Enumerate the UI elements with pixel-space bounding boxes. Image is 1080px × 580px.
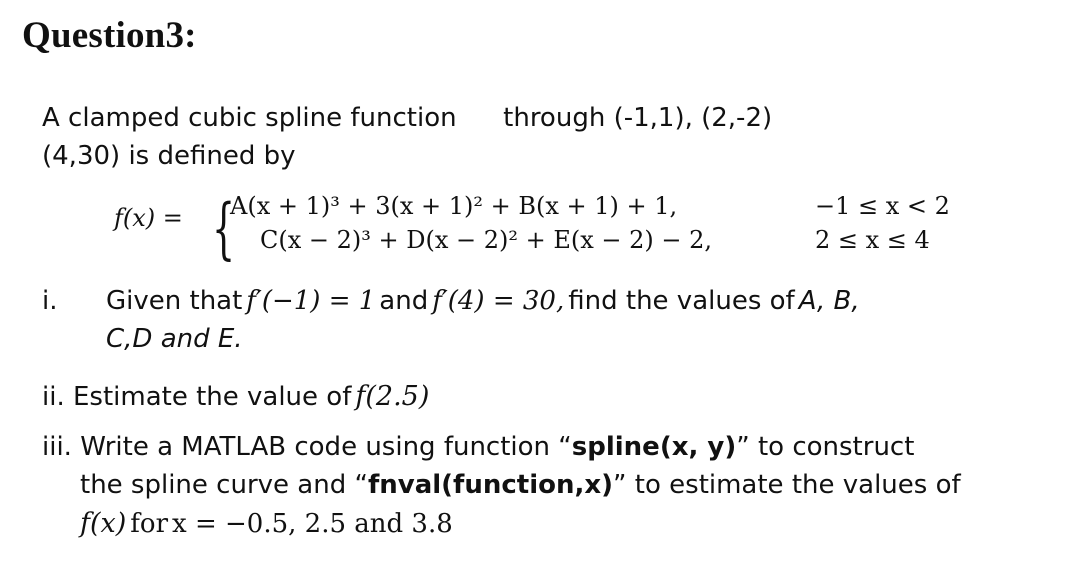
intro-text-a: A clamped cubic spline function — [42, 103, 457, 133]
part-iii-fnval-code: fnval(function,x) — [367, 470, 614, 500]
piecewise-row2-expression: C(x − 2)³ + D(x − 2)² + E(x − 2) − 2, — [260, 226, 713, 254]
part-iii-text-a: iii. Write a MATLAB code using function “ — [42, 432, 572, 462]
part-ii — [42, 381, 429, 412]
part-i-line-1 — [106, 286, 860, 316]
piecewise-brace: { — [212, 190, 236, 267]
question-title: Question3: — [22, 15, 197, 56]
intro-line-1 — [42, 103, 772, 133]
part-iii-for: for — [130, 509, 169, 539]
part-iii-text-d: ” to estimate the values of — [613, 470, 961, 500]
part-i-condition-1: f′(−1) = 1 — [246, 286, 376, 316]
intro-line-2: (4,30) is defined by — [42, 141, 296, 171]
part-i-text-c: find the values of — [568, 286, 795, 316]
part-i-label: i. — [42, 286, 58, 316]
part-i-text-b: and — [379, 286, 429, 316]
part-iii-line-3 — [80, 508, 453, 539]
piecewise-row1-condition: −1 ≤ x < 2 — [815, 192, 950, 220]
piecewise-row2-condition: 2 ≤ x ≤ 4 — [815, 226, 930, 254]
part-iii-line-2 — [80, 470, 961, 500]
part-i-line-2: C,D and E. — [106, 324, 243, 354]
part-iii-text-c: the spline curve and “ — [80, 470, 368, 500]
part-iii-text-b: ” to construct — [736, 432, 915, 462]
intro-text-b: through (-1,1), (2,-2) — [503, 103, 773, 133]
part-iii-spline-code: spline(x, y) — [571, 432, 737, 462]
part-iii-line-1 — [42, 432, 914, 462]
piecewise-row1-expression: A(x + 1)³ + 3(x + 1)² + B(x + 1) + 1, — [230, 192, 678, 220]
part-i-vars: A, B, — [798, 286, 860, 316]
piecewise-lhs: f(x) = — [114, 204, 183, 232]
part-i-condition-2: f′(4) = 30, — [432, 286, 565, 316]
part-ii-expression: f(2.5) — [355, 381, 430, 412]
part-iii-x-values: x = −0.5, 2.5 and 3.8 — [172, 509, 453, 539]
part-i-text-a: Given that — [106, 286, 243, 316]
part-ii-text: ii. Estimate the value of — [42, 382, 352, 412]
part-iii-fx: f(x) — [80, 508, 127, 539]
